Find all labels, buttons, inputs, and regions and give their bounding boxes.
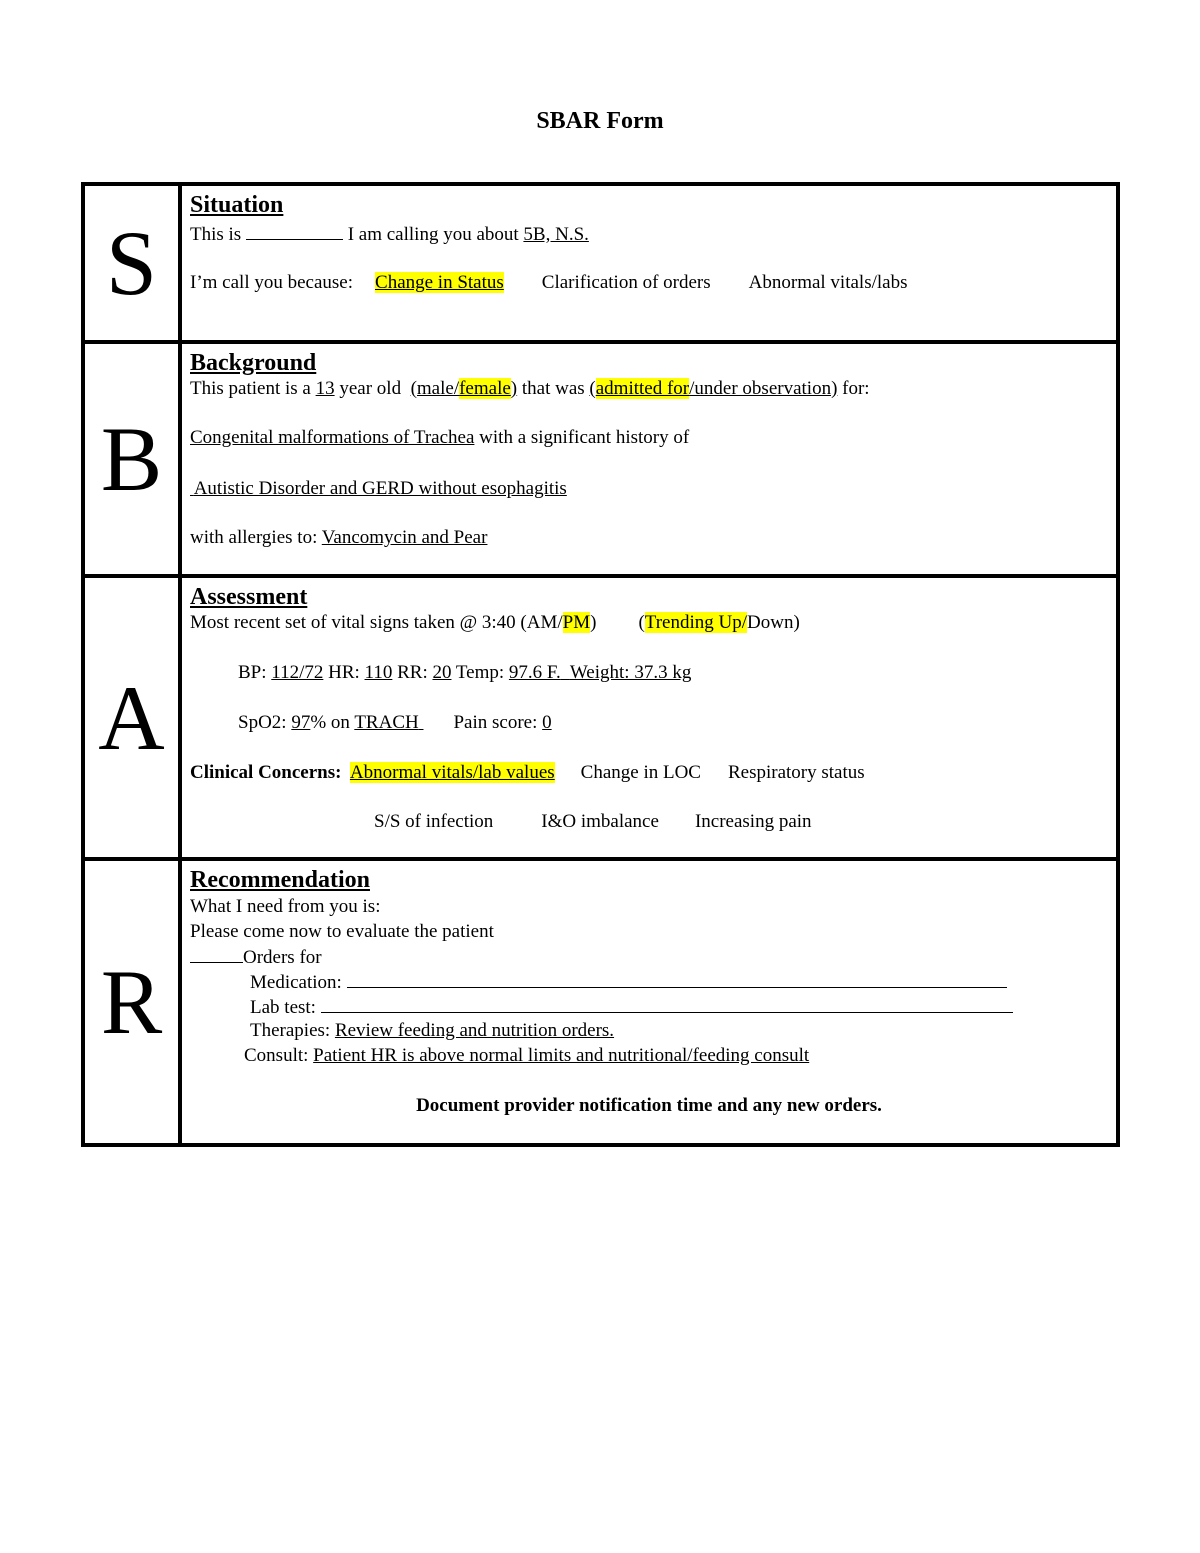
history-value — [190, 478, 567, 499]
option-abnormal-vitals: Abnormal vitals/labs — [748, 272, 908, 293]
concern-respiratory: Respiratory status — [727, 762, 865, 783]
spo2-value: 97 — [291, 712, 311, 733]
background-heading: Background — [190, 350, 317, 376]
option-clarification: Clarification of orders — [541, 272, 711, 293]
trend-selected: Trending Up/ — [644, 612, 747, 633]
trend-rest: Down) — [747, 612, 800, 633]
need-line: What I need from you is: — [190, 896, 381, 917]
calling-about-label: I am calling you about — [347, 224, 519, 245]
trend-open: ( — [638, 612, 645, 633]
adm-open: ( — [589, 378, 596, 399]
therapies-line — [250, 1020, 614, 1042]
background-line1 — [190, 378, 870, 400]
background-row — [83, 342, 1118, 576]
orders-for-line — [190, 946, 322, 969]
option-change-in-status: Change in Status — [375, 272, 504, 293]
vitals-line — [238, 662, 691, 684]
recommendation-cell — [180, 859, 1118, 1145]
background-line4 — [190, 527, 487, 549]
allergies-label: with allergies to: — [190, 527, 318, 548]
concern-infection: S/S of infection — [374, 811, 494, 832]
bp-label: BP: — [238, 662, 267, 683]
vitals-label: Most recent set of vital signs taken @ 3:40 (AM/ — [190, 612, 563, 633]
spo2-device-text: TRACH — [354, 712, 419, 733]
diagnosis-value: Congenital malformations of Trachea — [190, 427, 475, 448]
recommendation-heading: Recommendation — [190, 867, 370, 893]
hr-value: 110 — [364, 662, 393, 683]
this-is-label: This is — [190, 224, 242, 245]
adm-rest: /under observation) — [689, 378, 838, 399]
pain-label: Pain score: — [453, 712, 538, 733]
situation-heading: Situation — [190, 192, 284, 218]
temp-weight-value — [509, 662, 691, 683]
footer-note: Document provider notification time and any new orders. — [416, 1095, 882, 1116]
background-letter: B — [83, 342, 180, 576]
lab-test-line — [250, 996, 1013, 1019]
vitals-close: ) — [590, 612, 597, 633]
sex-selected: female — [459, 378, 511, 399]
pain-value: 0 — [542, 712, 552, 733]
recommendation-row — [83, 859, 1118, 1145]
therapies-value: Review feeding and nutrition orders. — [334, 1020, 615, 1041]
medication-line — [250, 971, 1007, 994]
concerns-line2 — [374, 811, 812, 833]
sbar-table — [81, 182, 1120, 1147]
assessment-letter: A — [83, 576, 180, 859]
assessment-heading: Assessment — [190, 584, 308, 610]
for-label: for: — [842, 378, 870, 399]
caller-name-blank — [246, 223, 343, 240]
spo2-label: SpO2: — [238, 712, 287, 733]
page-title: SBAR Form — [536, 108, 664, 134]
concern-io-imbalance: I&O imbalance — [541, 811, 659, 832]
situation-row — [83, 184, 1118, 342]
medication-blank — [347, 971, 1007, 988]
sex-field — [411, 378, 518, 399]
that-was-label: that was — [521, 378, 585, 399]
situation-cell — [180, 184, 1118, 342]
history-text: Autistic Disorder and GERD without esophagitis — [193, 478, 567, 499]
consult-value: Patient HR is above normal limits and nutritional/feeding consult — [313, 1045, 810, 1066]
situation-line1 — [190, 223, 589, 246]
history-label: with a significant history of — [479, 427, 690, 448]
hr-label: HR: — [328, 662, 360, 683]
assessment-cell — [180, 576, 1118, 859]
lab-test-blank — [321, 996, 1013, 1013]
admission-field — [589, 378, 837, 399]
orders-blank — [190, 946, 243, 963]
consult-line — [244, 1045, 809, 1067]
concern-change-in-loc: Change in LOC — [580, 762, 701, 783]
background-cell — [180, 342, 1118, 576]
rr-label: RR: — [397, 662, 428, 683]
year-old-label: year old — [339, 378, 402, 399]
lab-test-label: Lab test: — [250, 997, 316, 1018]
come-now-line: Please come now to evaluate the patient — [190, 921, 494, 942]
concern-increasing-pain: Increasing pain — [694, 811, 812, 832]
background-line3 — [190, 478, 567, 500]
bp-value: 112/72 — [271, 662, 324, 683]
spo2-device-value — [354, 712, 423, 733]
because-label: I’m call you because: — [190, 272, 354, 293]
age-value: 13 — [315, 378, 335, 399]
spo2-line — [238, 712, 552, 734]
sex-close: ) — [510, 378, 518, 399]
recommendation-letter: R — [83, 859, 180, 1145]
rr-value: 20 — [432, 662, 452, 683]
spo2-on-label: % on — [310, 712, 350, 733]
background-line2 — [190, 427, 689, 449]
concerns-label: Clinical Concerns: — [190, 762, 342, 783]
location-value: 5B, N.S. — [523, 224, 589, 245]
therapies-label: Therapies: — [250, 1020, 331, 1041]
concerns-line1 — [190, 762, 865, 784]
assessment-line1 — [190, 612, 800, 634]
sex-open: (male/ — [410, 378, 460, 399]
patient-is-label: This patient is a — [190, 378, 311, 399]
adm-selected: admitted for — [595, 378, 690, 399]
consult-label: Consult: — [244, 1045, 309, 1066]
orders-for-label: Orders for — [243, 947, 322, 968]
weight-value: Weight: 37.3 kg — [569, 662, 692, 683]
pm-selected: PM — [562, 612, 591, 633]
concern-abnormal-vitals: Abnormal vitals/lab values — [349, 762, 555, 783]
situation-letter: S — [83, 184, 180, 342]
medication-label: Medication: — [250, 972, 342, 993]
situation-line2 — [190, 272, 907, 294]
assessment-row — [83, 576, 1118, 859]
temp-value: 97.6 F. — [508, 662, 561, 683]
allergies-value: Vancomycin and Pear — [321, 527, 488, 548]
temp-label: Temp: — [455, 662, 505, 683]
